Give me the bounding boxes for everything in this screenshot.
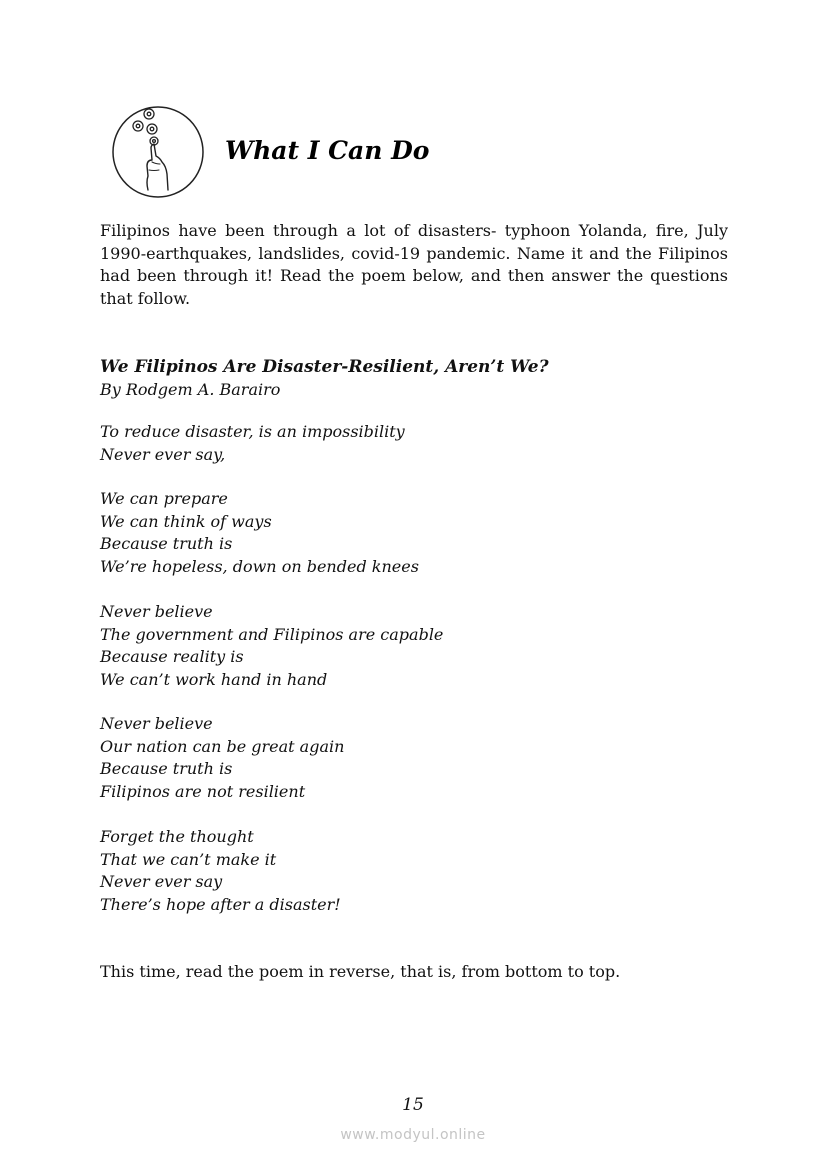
poem-line: Never ever say, [100,444,226,464]
poem-line: We can think of ways [100,511,272,531]
poem-stanza-1 [100,421,405,466]
poem-line: Never ever say [100,872,223,891]
poem-line: Never believe [100,602,213,621]
page-number: 15 [402,1095,424,1115]
poem-line: Because truth is [100,534,233,553]
section-title: What I Can Do [225,136,430,165]
poem-line: To reduce disaster, is an impossibility [100,422,405,441]
poem-line: Because truth is [100,759,233,778]
poem-stanza-4 [100,713,344,803]
poem-line: Filipinos are not resilient [100,781,306,801]
intro-paragraph: Filipinos have been through a lot of disasters- typhoon Yolanda, fire, July 1990-earthquakes, landslides, covid-19 pandemic. Name it and the Filipinos had been through it! Read the poem below, and then answer the questions that follow. [100,221,728,308]
poem-stanza-2 [100,488,419,578]
poem-line: Our nation can be great again [100,736,345,756]
poem-line: Never believe [100,714,213,733]
poem-line: Forget the thought [100,827,254,846]
poem-stanza-3 [100,601,443,691]
poem-title: We Filipinos Are Disaster-Resilient, Aren’t We? [100,357,549,377]
poem-line: We can’t work hand in hand [100,669,328,689]
poem-line: We can prepare [100,489,228,508]
closing-instruction: This time, read the poem in reverse, that is, from bottom to top. [100,962,621,981]
hand-gears-icon [110,104,206,200]
watermark: www.modyul.online [340,1127,486,1143]
poem-line: We’re hopeless, down on bended knees [100,556,419,576]
poem-line: That we can’t make it [100,849,277,869]
poem-author: By Rodgem A. Barairo [100,380,281,399]
poem-line: Because reality is [100,647,244,666]
poem-stanza-5 [100,826,341,916]
poem-line: There’s hope after a disaster! [100,894,341,914]
poem-line: The government and Filipinos are capable [100,624,444,644]
